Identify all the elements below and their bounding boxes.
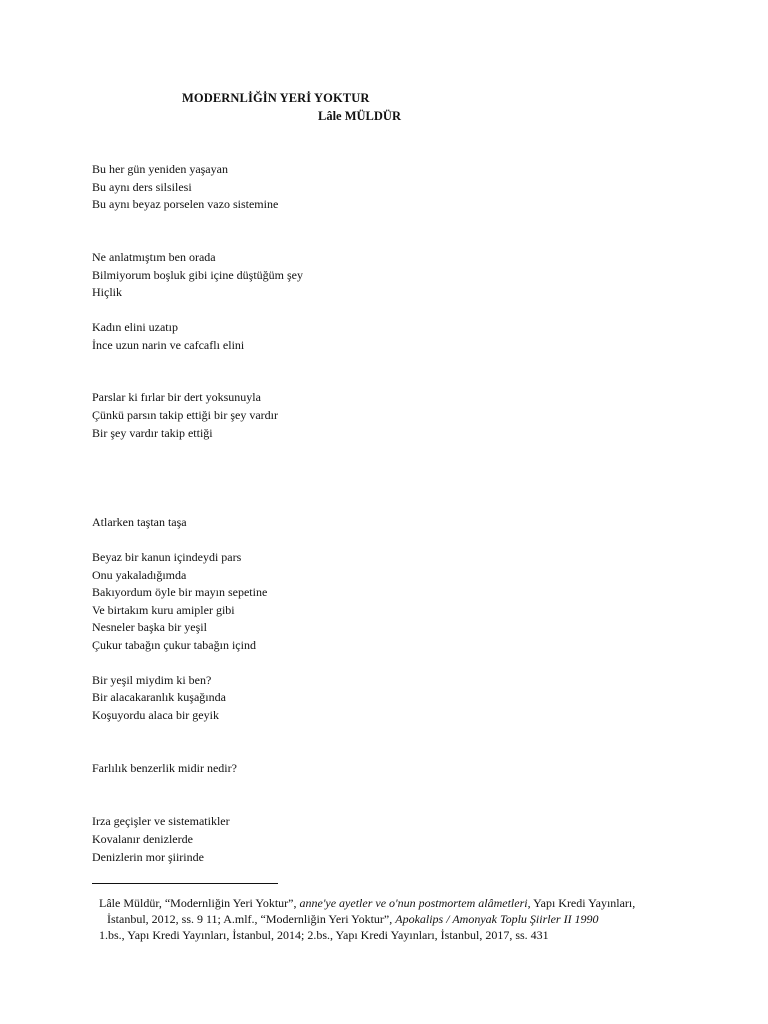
footnote-text: , Yapı Kredi Yayınları, — [527, 896, 636, 910]
poem-line: Beyaz bir kanun içindeydi pars — [92, 550, 242, 564]
poem-line: Hiçlik — [92, 285, 122, 299]
footnote-line-3: 1.bs., Yapı Kredi Yayınları, İstanbul, 2014; 2.bs., Yapı Kredi Yayınları, İstanbul, 2017, ss. 431 — [99, 928, 549, 942]
poem-line: Bu her gün yeniden yaşayan — [92, 162, 228, 176]
poem-line: Parslar ki fırlar bir dert yoksunuyla — [92, 390, 261, 404]
footnote-book-title: Apokalips / Amonyak Toplu Şiirler II 1990 — [395, 912, 599, 926]
poem-line: Kovalanır denizlerde — [92, 832, 193, 846]
poem-line: Bir alacakaranlık kuşağında — [92, 690, 226, 704]
poem-line: Nesneler başka bir yeşil — [92, 620, 207, 634]
poem-line: Çukur tabağın çukur tabağın içind — [92, 638, 256, 652]
poem-line: Denizlerin mor şiirinde — [92, 850, 204, 864]
footnote-book-title: anne'ye ayetler ve o'nun postmortem alâmetleri — [299, 896, 528, 910]
poem-line: Bu aynı ders silsilesi — [92, 180, 192, 194]
poem-line: Bu aynı beyaz porselen vazo sistemine — [92, 197, 279, 211]
poem-line: İnce uzun narin ve cafcaflı elini — [92, 338, 245, 352]
poem-title: MODERNLİĞİN YERİ YOKTUR — [182, 91, 370, 105]
footnote-text: İstanbul, 2012, ss. 9 11; A.mlf., “Modernliğin Yeri Yoktur”, — [107, 912, 396, 926]
footnote-text: Lâle Müldür, “Modernliğin Yeri Yoktur”, — [99, 896, 300, 910]
poem-line: Bir yeşil miydim ki ben? — [92, 673, 212, 687]
poem-line: Farlılık benzerlik midir nedir? — [92, 761, 237, 775]
footnote — [99, 895, 739, 943]
poem-line: Onu yakaladığımda — [92, 568, 187, 582]
poem-line: Ne anlatmıştım ben orada — [92, 250, 216, 264]
poem-line: Bilmiyorum boşluk gibi içine düştüğüm şey — [92, 268, 303, 282]
footnote-line-1 — [99, 895, 739, 911]
poem-line: Irza geçişler ve sistematikler — [92, 814, 230, 828]
poem-line: Atlarken taştan taşa — [92, 515, 187, 529]
poem-line: Çünkü parsın takip ettiği bir şey vardır — [92, 408, 278, 422]
footnote-line-2 — [99, 911, 739, 927]
poem-line: Bakıyordum öyle bir mayın sepetine — [92, 585, 268, 599]
poem-line: Koşuyordu alaca bir geyik — [92, 708, 219, 722]
poem-line: Kadın elini uzatıp — [92, 320, 178, 334]
poem-line: Bir şey vardır takip ettiği — [92, 426, 213, 440]
footnote-divider — [92, 883, 278, 884]
poem-line: Ve birtakım kuru amipler gibi — [92, 603, 235, 617]
poem-author: Lâle MÜLDÜR — [318, 109, 401, 123]
